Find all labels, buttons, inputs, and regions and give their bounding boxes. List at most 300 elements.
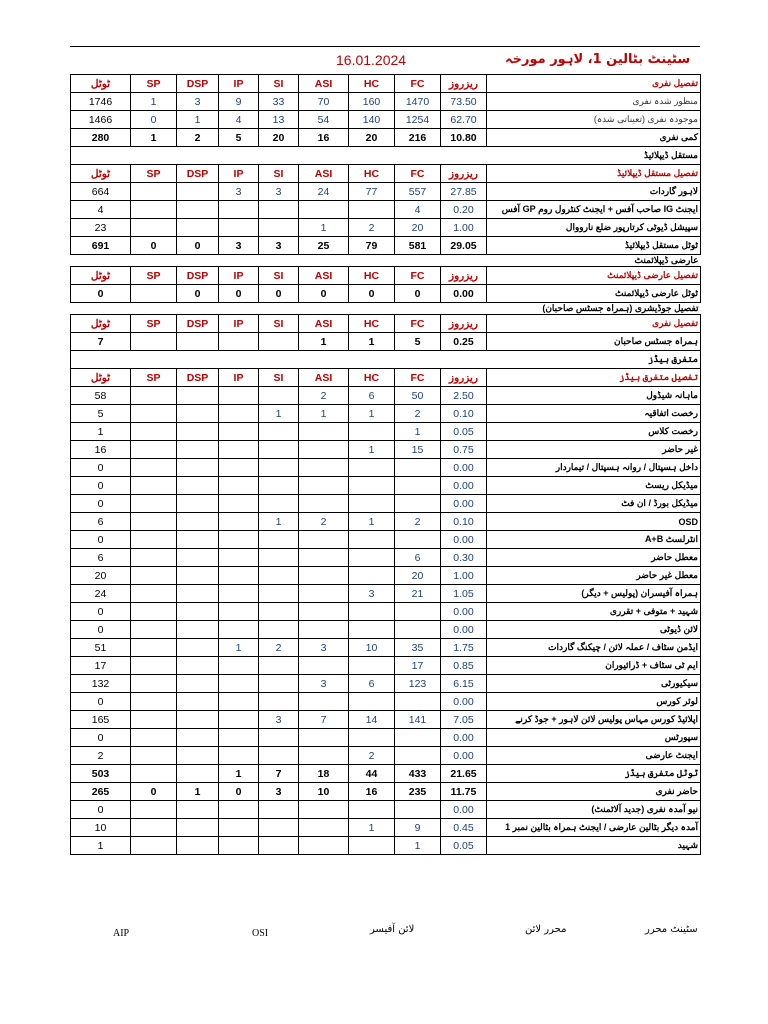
table-cell: 7 [259,765,299,783]
column-header: DSP [177,369,219,387]
table-cell: 2 [395,513,441,531]
column-header: SP [131,369,177,387]
table-cell [131,423,177,441]
header-row-label: تفصیل عارضی ڈیپلائمنٹ [487,267,701,285]
table-cell: 1 [395,423,441,441]
table-cell [259,549,299,567]
column-header: HC [349,369,395,387]
section-spacer [441,147,487,165]
table-cell: 141 [395,711,441,729]
section-spacer [349,351,395,369]
table-cell: 2 [177,129,219,147]
table-row [71,621,701,639]
row-label: آمدہ دیگر بٹالین عارضی / ایجنٹ ہمراہ بٹالین نمبر 1 [487,819,701,837]
table-cell [177,675,219,693]
column-header: ASI [299,75,349,93]
section-spacer [259,255,299,267]
table-cell [131,219,177,237]
row-label: اپلائیڈ کورس مہاس پولیس لائن لاہور + جوڈ کرنے [487,711,701,729]
table-cell [299,585,349,603]
table-cell [131,729,177,747]
section-spacer [395,303,441,315]
table-cell [219,567,259,585]
table-cell: 3 [177,93,219,111]
section-spacer [441,351,487,369]
table-cell [131,441,177,459]
table-cell: 24 [299,183,349,201]
table-cell: 7 [71,333,131,351]
table-cell: 6 [71,513,131,531]
total-row [71,237,701,255]
table-cell: 1 [131,93,177,111]
column-header: SP [131,165,177,183]
column-header: DSP [177,315,219,333]
table-cell [349,531,395,549]
table-cell: 1 [71,837,131,855]
table-cell [349,657,395,675]
table-cell [177,801,219,819]
table-cell: 21 [395,585,441,603]
table-cell [131,603,177,621]
table-cell: 10 [299,783,349,801]
section-spacer [299,147,349,165]
table-cell [259,423,299,441]
column-header: SP [131,75,177,93]
table-cell: 1 [299,333,349,351]
table-cell: 1 [349,819,395,837]
table-cell [177,837,219,855]
table-cell: 20 [395,219,441,237]
table-row [71,441,701,459]
table-cell: 132 [71,675,131,693]
table-row [71,747,701,765]
section-spacer [219,351,259,369]
table-cell: 1 [299,405,349,423]
table-cell [259,387,299,405]
table-cell [349,801,395,819]
table-cell: 3 [299,675,349,693]
row-label: رخصت کلاس [487,423,701,441]
table-cell: 1 [131,129,177,147]
column-header: SP [131,267,177,285]
table-cell [299,201,349,219]
table-cell: 1 [219,765,259,783]
table-cell [131,549,177,567]
table-row [71,495,701,513]
section-spacer [219,255,259,267]
table-cell: 0.05 [441,423,487,441]
table-cell [177,495,219,513]
header-row [71,369,701,387]
table-cell: 0.00 [441,495,487,513]
table-cell: 0 [131,783,177,801]
table-cell [131,657,177,675]
table-cell [349,603,395,621]
table-row [71,639,701,657]
table-cell [299,549,349,567]
row-label: شہید + متوفی + تقرری [487,603,701,621]
report-date: 16.01.2024 [336,52,407,68]
table-cell: 0.20 [441,201,487,219]
table-cell: 2 [259,639,299,657]
table-cell [177,333,219,351]
table-cell: 6 [395,549,441,567]
column-header: DSP [177,75,219,93]
table-cell: 1 [259,513,299,531]
column-header: FC [395,315,441,333]
table-cell [299,423,349,441]
table-cell [131,837,177,855]
table-cell [219,549,259,567]
table-cell: 24 [71,585,131,603]
table-cell [349,201,395,219]
row-label: معطل حاضر [487,549,701,567]
table-cell: 18 [299,765,349,783]
column-header: FC [395,369,441,387]
table-cell: 0 [71,531,131,549]
table-cell: 5 [219,129,259,147]
column-header: SI [259,315,299,333]
table-cell: 0 [71,285,131,303]
section-spacer [71,147,131,165]
row-label: ایم ٹی سٹاف + ڈرائیوران [487,657,701,675]
table-cell: 1 [395,837,441,855]
header-row [71,267,701,285]
row-label: لائن ڈیوٹی [487,621,701,639]
table-cell [299,621,349,639]
row-label: نیو آمدہ نفری (جدید آلاٹمنٹ) [487,801,701,819]
table-cell [349,477,395,495]
table-cell [259,585,299,603]
table-row [71,657,701,675]
table-cell [177,387,219,405]
table-cell: 0.00 [441,477,487,495]
table-cell [349,495,395,513]
table-cell: 2 [71,747,131,765]
table-cell [259,567,299,585]
total-row [71,783,701,801]
table-cell: 20 [71,567,131,585]
column-header: SP [131,315,177,333]
table-cell [177,639,219,657]
table-cell: 25 [299,237,349,255]
table-cell: 1466 [71,111,131,129]
strength-table [70,74,701,855]
table-cell [177,477,219,495]
table-cell [219,459,259,477]
section-spacer [259,147,299,165]
table-row [71,183,701,201]
table-row [71,549,701,567]
section-spacer [349,147,395,165]
table-cell: 0 [219,285,259,303]
table-cell [131,387,177,405]
table-cell: 0.00 [441,459,487,477]
column-header: IP [219,267,259,285]
column-header: IP [219,75,259,93]
section-spacer [131,303,177,315]
sig-staff-muharrar: سٹینٹ محرر [645,924,698,935]
table-cell: 15 [395,441,441,459]
table-cell: 20 [349,129,395,147]
table-cell [131,201,177,219]
table-cell: 4 [395,201,441,219]
table-cell: 2 [349,219,395,237]
table-cell: 1.05 [441,585,487,603]
table-cell: 1 [177,111,219,129]
column-header: ASI [299,165,349,183]
table-cell: 79 [349,237,395,255]
table-cell [395,801,441,819]
column-header: HC [349,75,395,93]
section-spacer [131,147,177,165]
table-cell: 6.15 [441,675,487,693]
table-cell: 16 [349,783,395,801]
table-row [71,585,701,603]
header-row [71,315,701,333]
table-cell [219,837,259,855]
section-spacer [441,255,487,267]
table-cell [219,531,259,549]
column-header: HC [349,267,395,285]
table-row [71,693,701,711]
table-cell: 6 [349,387,395,405]
row-label: ہمراہ جسٹس صاحبان [487,333,701,351]
section-spacer [299,255,349,267]
row-label: ٹوٹل متفرق ہیڈز [487,765,701,783]
table-cell [259,333,299,351]
table-cell: 0.25 [441,333,487,351]
table-cell [395,621,441,639]
column-header: ٹوٹل [71,75,131,93]
section-spacer [71,303,131,315]
section-spacer [395,351,441,369]
table-cell: 29.05 [441,237,487,255]
table-cell: 0.00 [441,747,487,765]
table-cell: 0 [71,621,131,639]
table-cell [299,729,349,747]
table-cell: 1 [71,423,131,441]
table-cell: 4 [219,111,259,129]
table-cell [177,441,219,459]
table-row [71,111,701,129]
row-label: کمی نفری [487,129,701,147]
table-cell [259,675,299,693]
column-header: DSP [177,267,219,285]
table-cell: 0.00 [441,603,487,621]
table-cell [219,333,259,351]
table-cell [131,477,177,495]
table-cell: 216 [395,129,441,147]
table-cell: 17 [71,657,131,675]
row-label: انٹرلسٹ A+B [487,531,701,549]
table-cell [259,819,299,837]
table-cell [259,657,299,675]
table-cell [259,729,299,747]
table-cell: 7 [299,711,349,729]
table-cell: 433 [395,765,441,783]
column-header: IP [219,165,259,183]
table-cell [177,183,219,201]
table-cell [219,729,259,747]
header-row-label: تفصیل نفری [487,75,701,93]
table-cell: 17 [395,657,441,675]
row-label: سپیشل ڈیوٹی کرتارپور ضلع نارووال [487,219,701,237]
table-cell [131,639,177,657]
table-cell [131,621,177,639]
table-cell: 35 [395,639,441,657]
table-cell: 1 [349,513,395,531]
table-cell [219,621,259,639]
table-cell [131,567,177,585]
table-cell: 6 [349,675,395,693]
table-cell [177,219,219,237]
table-cell [395,747,441,765]
table-cell: 0 [71,729,131,747]
table-row [71,675,701,693]
table-cell: 0 [71,693,131,711]
table-cell: 123 [395,675,441,693]
table-cell [131,585,177,603]
table-row [71,819,701,837]
table-cell: 0 [349,285,395,303]
table-cell [177,747,219,765]
table-cell: 2 [395,405,441,423]
row-label: منظور شدہ نفری [487,93,701,111]
table-cell [259,477,299,495]
table-cell [259,459,299,477]
table-cell [299,531,349,549]
table-cell [177,765,219,783]
column-header: FC [395,267,441,285]
table-cell: 9 [219,93,259,111]
table-cell [259,531,299,549]
table-cell: 1 [219,639,259,657]
table-cell [395,477,441,495]
table-cell: 557 [395,183,441,201]
table-cell [219,711,259,729]
table-cell [299,603,349,621]
table-cell: 0 [131,237,177,255]
table-cell [131,333,177,351]
table-cell: 0.00 [441,531,487,549]
table-row [71,219,701,237]
table-cell: 58 [71,387,131,405]
table-cell [259,801,299,819]
table-cell [395,531,441,549]
table-cell: 0 [395,285,441,303]
table-row [71,603,701,621]
section-spacer [219,147,259,165]
row-label: غیر حاضر [487,441,701,459]
table-cell [349,693,395,711]
section-spacer [349,303,395,315]
table-cell [131,285,177,303]
table-cell [131,747,177,765]
row-label: لوئر کورس [487,693,701,711]
table-cell [259,495,299,513]
section-spacer [349,255,395,267]
table-cell: 0 [71,603,131,621]
table-cell: 1 [349,441,395,459]
row-label: معطل غیر حاضر [487,567,701,585]
table-cell [131,183,177,201]
section-spacer [441,303,487,315]
section-spacer [131,351,177,369]
column-header: DSP [177,165,219,183]
table-cell: 1 [259,405,299,423]
table-cell: 1 [349,405,395,423]
table-row [71,567,701,585]
table-cell: 5 [71,405,131,423]
column-header: ASI [299,267,349,285]
section-spacer [177,303,219,315]
table-cell [299,495,349,513]
table-cell [177,201,219,219]
table-cell: 50 [395,387,441,405]
header-row [71,75,701,93]
table-cell: 3 [259,711,299,729]
column-header: IP [219,369,259,387]
table-cell [219,513,259,531]
row-label: داخل ہسپتال / روانہ ہسپتال / تیماردار [487,459,701,477]
table-cell: 21.65 [441,765,487,783]
table-cell: 5 [395,333,441,351]
table-cell: 2 [349,747,395,765]
table-cell: 235 [395,783,441,801]
table-cell: 13 [259,111,299,129]
table-cell [177,819,219,837]
section-title: متفرق ہیڈز [487,351,701,369]
table-cell [177,657,219,675]
section-spacer [71,255,131,267]
table-cell [219,387,259,405]
table-cell [349,621,395,639]
table-cell: 0 [71,477,131,495]
table-cell: 0.00 [441,621,487,639]
table-cell: 0 [299,285,349,303]
table-cell: 3 [219,237,259,255]
section-title: عارضی ڈیپلائمنٹ [634,255,699,265]
table-cell: 3 [259,183,299,201]
table-row [71,837,701,855]
section-spacer [177,255,219,267]
table-cell: 73.50 [441,93,487,111]
header-row-label: تفصیل مستقل ڈیپلائیڈ [487,165,701,183]
table-cell [131,765,177,783]
column-header: SI [259,267,299,285]
table-cell: 44 [349,765,395,783]
table-cell [177,603,219,621]
table-cell: 0.05 [441,837,487,855]
table-cell: 33 [259,93,299,111]
table-cell: 503 [71,765,131,783]
table-cell: 0 [219,783,259,801]
table-cell [177,729,219,747]
table-cell: 14 [349,711,395,729]
table-cell: 0 [177,285,219,303]
header-row [71,165,701,183]
table-cell: 0.85 [441,657,487,675]
table-row [71,201,701,219]
table-cell [299,567,349,585]
table-cell: 0.00 [441,285,487,303]
column-header: ریزروز [441,165,487,183]
table-cell [259,603,299,621]
sig-line-officer: لائن آفیسر [370,924,415,935]
table-cell: 23 [71,219,131,237]
column-header: HC [349,165,395,183]
